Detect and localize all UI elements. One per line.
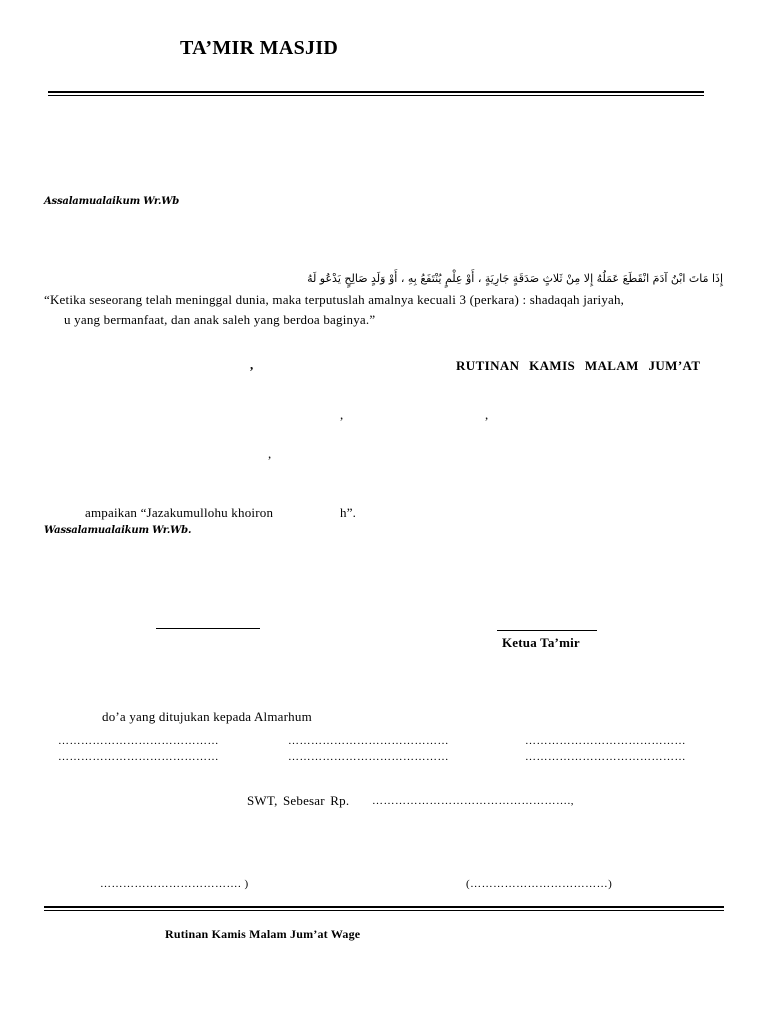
closing-greeting: Wassalamualaikum Wr.Wb. bbox=[44, 525, 192, 536]
fill-blank[interactable]: …………………………………… bbox=[58, 751, 219, 763]
thanks-text-end: h”. bbox=[340, 505, 357, 520]
name-blank-left[interactable]: ………………………………. ) bbox=[100, 878, 249, 890]
fill-blank[interactable]: …………………………………… bbox=[525, 751, 686, 763]
punctuation-comma: , bbox=[340, 407, 344, 422]
footer-caption: Rutinan Kamis Malam Jum’at Wage bbox=[165, 927, 361, 941]
name-blank-right[interactable]: (………………………………) bbox=[466, 878, 613, 890]
thanks-text: ampaikan “Jazakumullohu khoiron bbox=[85, 505, 274, 520]
fill-blank[interactable]: …………………………………… bbox=[58, 735, 219, 747]
header-divider bbox=[48, 91, 704, 96]
doa-label: do’a yang ditujukan kepada Almarhum bbox=[102, 709, 312, 724]
fill-blank[interactable]: …………………………………… bbox=[288, 735, 449, 747]
fill-blank[interactable]: …………………………………… bbox=[525, 735, 686, 747]
hadith-translation-line2: u yang bermanfaat, dan anak saleh yang berdoa baginya.” bbox=[64, 312, 376, 327]
hadith-translation-line1: “Ketika seseorang telah meninggal dunia, maka terputuslah amalnya kecuali 3 (perkara) : shadaqah jariyah, bbox=[44, 292, 625, 307]
signature-line-right bbox=[497, 630, 597, 631]
signature-line-left bbox=[156, 628, 260, 629]
fill-blank[interactable]: …………………………………… bbox=[288, 751, 449, 763]
footer-divider bbox=[44, 906, 724, 911]
amount-label: SWT, Sebesar Rp. bbox=[247, 793, 350, 808]
hadith-arabic: إِذَا مَاتَ ابْنُ آدَمَ انْقَطَعَ عَمَلُهُ إِلا مِنْ ثَلاثٍ صَدَقَةٍ جَارِيَةٍ ، أَوْ عِلْمٍ يُنْتَفَعُ بِهِ ، أَوْ وَلَدٍ صَالِحٍ يَدْعُو لَهُ bbox=[307, 272, 723, 285]
punctuation-comma: , bbox=[250, 357, 254, 372]
punctuation-comma: , bbox=[485, 407, 489, 422]
event-name: RUTINAN KAMIS MALAM JUM’AT bbox=[456, 358, 701, 373]
greeting: Assalamualaikum Wr.Wb bbox=[44, 196, 180, 207]
punctuation-comma: , bbox=[268, 446, 272, 461]
signature-title-ketua: Ketua Ta’mir bbox=[502, 635, 580, 650]
page-title: TA’MIR MASJID bbox=[180, 37, 339, 59]
amount-blank[interactable]: ……………………………………………., bbox=[372, 795, 574, 807]
